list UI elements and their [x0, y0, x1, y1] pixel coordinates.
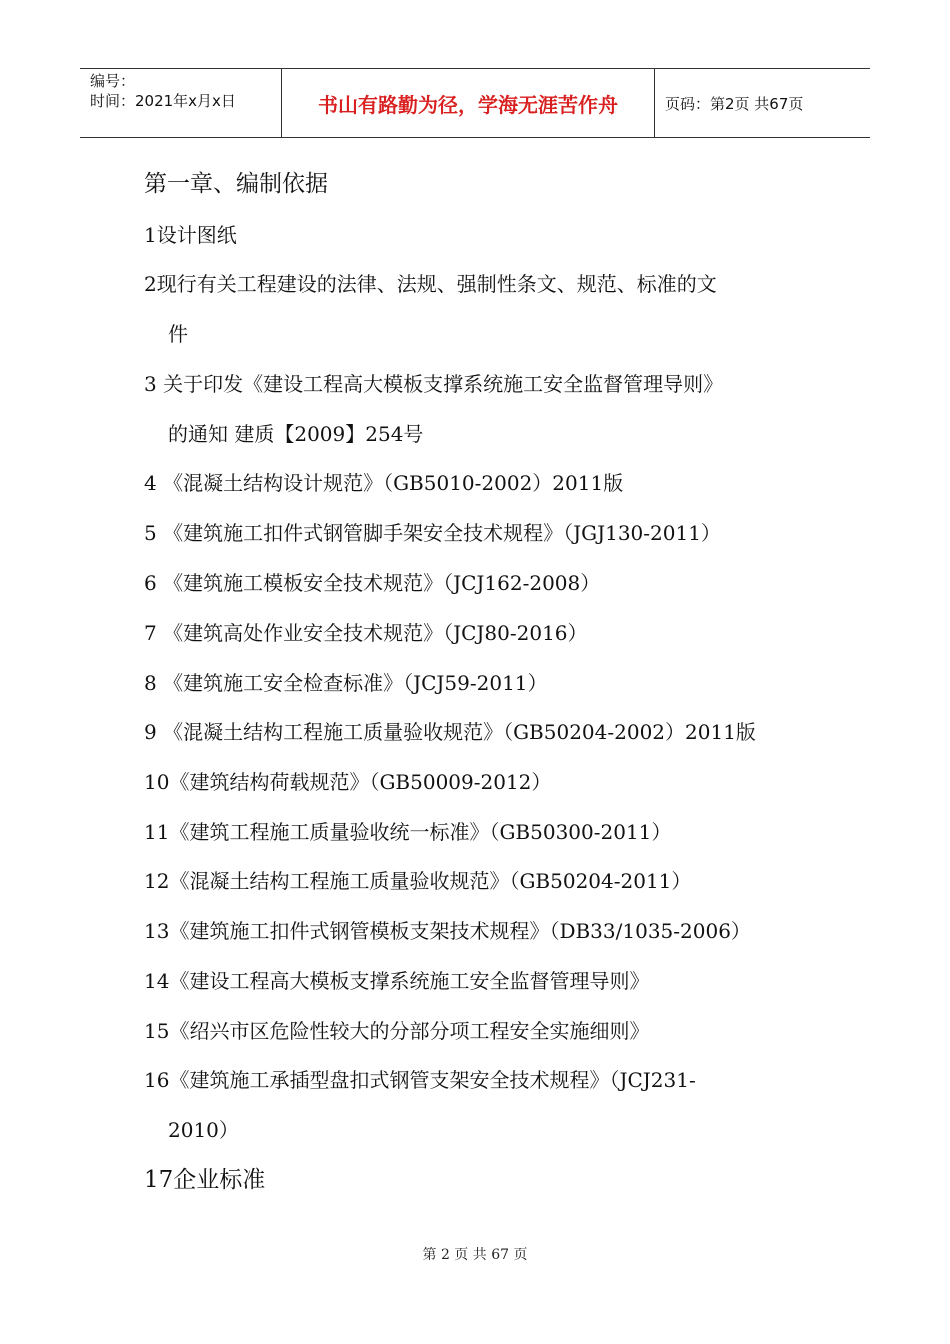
list-item: 10《建筑结构荷载规范》（GB50009-2012）	[144, 770, 552, 794]
page-footer: 第 2 页 共 67 页	[422, 1247, 528, 1263]
page-header	[80, 68, 870, 138]
list-item: 9 《混凝土结构工程施工质量验收规范》（GB50204-2002）2011版	[144, 720, 756, 744]
list-item: 5 《建筑施工扣件式钢管脚手架安全技术规程》（JGJ130-2011）	[144, 521, 721, 545]
list-item: 4 《混凝土结构设计规范》（GB5010-2002）2011版	[144, 471, 624, 495]
list-item: 11《建筑工程施工质量验收统一标准》（GB50300-2011）	[144, 820, 672, 844]
list-item: 8 《建筑施工安全检查标准》（JCJ59-2011）	[144, 671, 548, 695]
list-item: 12《混凝土结构工程施工质量验收规范》（GB50204-2011）	[144, 869, 692, 893]
list-item: 13《建筑施工扣件式钢管模板支架技术规程》（DB33/1035-2006）	[144, 919, 751, 943]
date-label: 时间：2021年x月x日	[90, 92, 236, 110]
header-motto: 书山有路勤为径，学海无涯苦作舟	[282, 69, 655, 137]
list-item: 6 《建筑施工模板安全技术规范》（JCJ162-2008）	[144, 571, 601, 595]
list-item: 7 《建筑高处作业安全技术规范》（JCJ80-2016）	[144, 621, 588, 645]
header-page-info: 页码：第2页 共67页	[665, 94, 804, 113]
list-item: 3 关于印发《建设工程高大模板支撑系统施工安全监督管理导则》	[144, 372, 724, 396]
chapter-title: 第一章、编制依据	[144, 171, 328, 197]
list-item-continuation: 2010）	[168, 1118, 239, 1142]
list-item: 16《建筑施工承插型盘扣式钢管支架安全技术规程》（JCJ231-	[144, 1068, 696, 1092]
list-item: 17企业标准	[144, 1167, 266, 1193]
header-meta-cell	[80, 69, 282, 137]
list-item: 2现行有关工程建设的法律、法规、强制性条文、规范、标准的文	[144, 272, 717, 296]
number-label: 编号：	[90, 72, 136, 90]
list-item-continuation: 件	[168, 322, 188, 346]
list-item-continuation: 的通知 建质【2009】254号	[168, 422, 424, 446]
list-item: 15《绍兴市区危险性较大的分部分项工程安全实施细则》	[144, 1019, 650, 1043]
list-item: 1设计图纸	[144, 223, 237, 247]
list-item: 14《建设工程高大模板支撑系统施工安全监督管理导则》	[144, 969, 650, 993]
